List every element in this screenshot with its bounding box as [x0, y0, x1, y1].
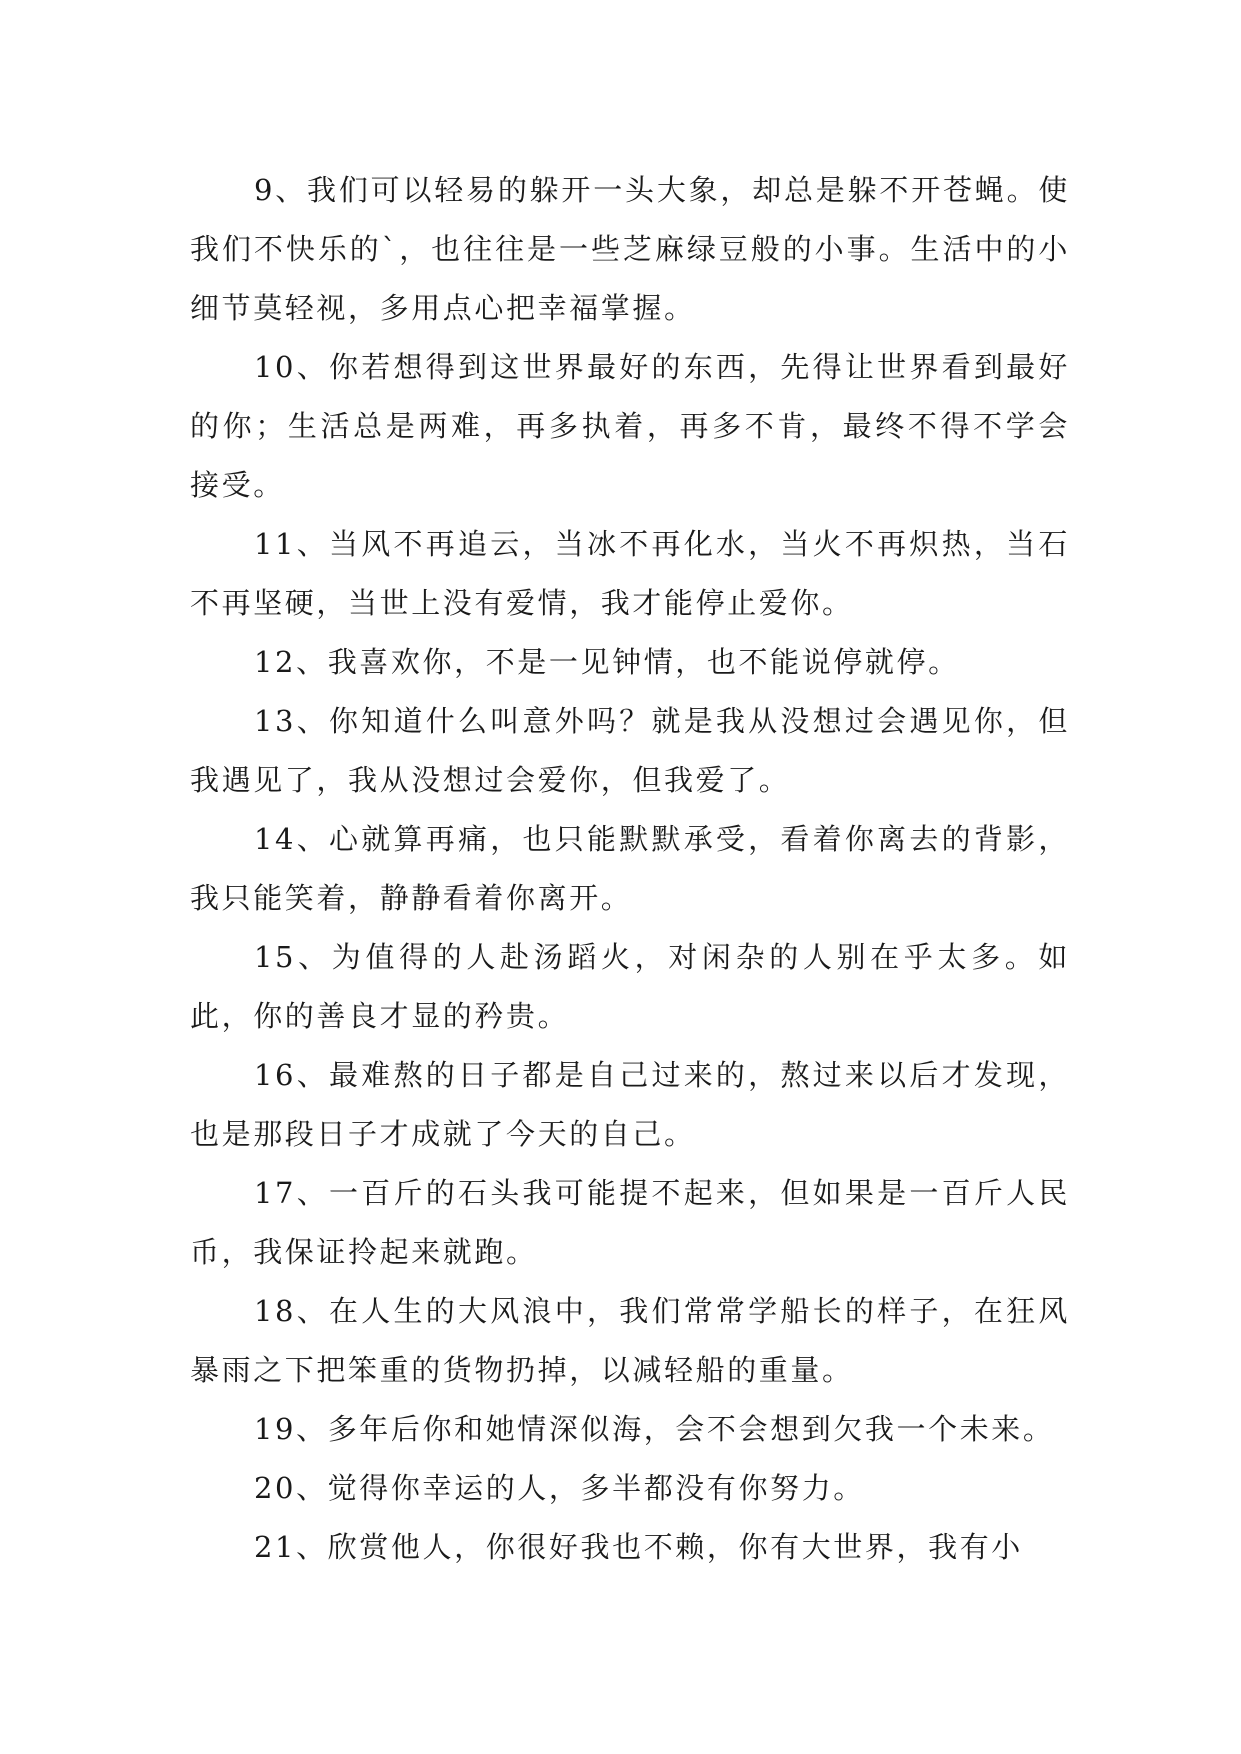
paragraph-20: 20、觉得你幸运的人，多半都没有你努力。	[254, 1471, 865, 1505]
paragraph-17: 17、一百斤的石头我可能提不起来，但如果是一百斤人民币，我保证拎起来就跑。	[190, 1176, 1070, 1269]
paragraph-16: 16、最难熬的日子都是自己过来的，熬过来以后才发现，也是那段日子才成就了今天的自己。	[190, 1058, 1070, 1151]
paragraph-18: 18、在人生的大风浪中，我们常常学船长的样子，在狂风暴雨之下把笨重的货物扔掉，以减轻船的重量。	[190, 1294, 1070, 1387]
paragraph-13: 13、你知道什么叫意外吗？就是我从没想过会遇见你，但我遇见了，我从没想过会爱你，但我爱了。	[190, 704, 1070, 797]
paragraph-21: 21、欣赏他人，你很好我也不赖，你有大世界，我有小	[254, 1530, 1023, 1564]
paragraph-14: 14、心就算再痛，也只能默默承受，看着你离去的背影，我只能笑着，静静看着你离开。	[190, 822, 1070, 915]
paragraph-15: 15、为值得的人赴汤蹈火，对闲杂的人别在乎太多。如此，你的善良才显的矜贵。	[190, 940, 1070, 1033]
paragraph-9: 9、我们可以轻易的躲开一头大象，却总是躲不开苍蝇。使我们不快乐的`，也往往是一些芝麻绿豆般的小事。生活中的小细节莫轻视，多用点心把幸福掌握。	[190, 173, 1070, 325]
paragraph-12: 12、我喜欢你，不是一见钟情，也不能说停就停。	[254, 645, 960, 679]
paragraph-11: 11、当风不再追云，当冰不再化水，当火不再炽热，当石不再坚硬，当世上没有爱情，我才能停止爱你。	[190, 527, 1070, 620]
document-body	[190, 161, 1070, 1577]
paragraph-10: 10、你若想得到这世界最好的东西，先得让世界看到最好的你；生活总是两难，再多执着，再多不肯，最终不得不学会接受。	[190, 350, 1070, 502]
paragraph-19: 19、多年后你和她情深似海，会不会想到欠我一个未来。	[254, 1412, 1055, 1446]
